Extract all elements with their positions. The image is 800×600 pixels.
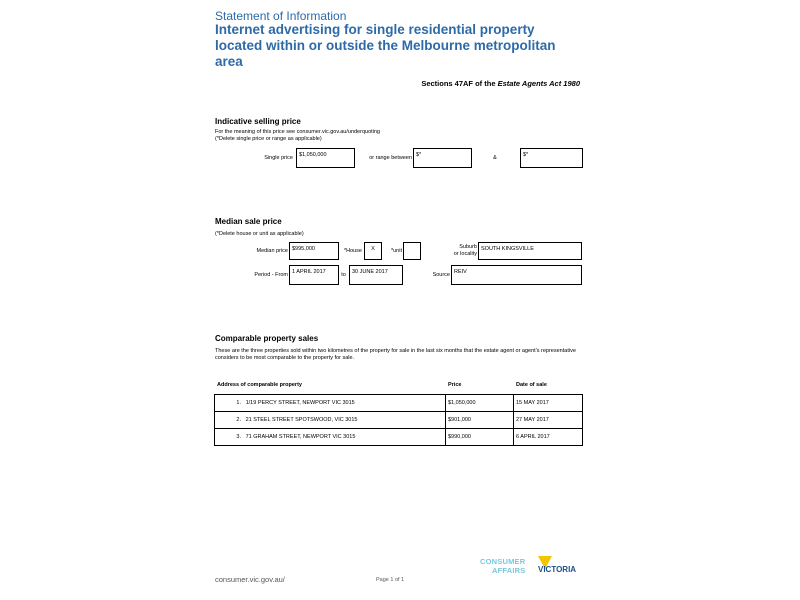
price-cell: $1,050,000 (446, 395, 514, 412)
comparable-table (214, 394, 583, 446)
act-name: Estate Agents Act 1980 (497, 79, 580, 88)
date-cell: 27 MAY 2017 (514, 412, 583, 429)
source-field[interactable]: REIV (451, 265, 582, 285)
median-note: (*Delete house or unit as applicable) (215, 231, 304, 237)
single-price-field[interactable]: $1,050,000 (296, 148, 355, 168)
row-address: 21 STEEL STREET SPOTSWOOD, VIC 3015 (245, 417, 358, 423)
consumer-affairs-logo (480, 556, 590, 580)
row-address: 1/19 PERCY STREET, NEWPORT VIC 3015 (245, 400, 355, 406)
logo-line-3: VICTORIA (538, 565, 577, 574)
logo-line-1: CONSUMER (480, 557, 526, 566)
address-cell (215, 412, 446, 429)
table-row (215, 429, 583, 446)
range-label: or range between (369, 155, 412, 161)
suburb-field[interactable]: SOUTH KINGSVILLE (478, 242, 582, 260)
comparable-note: These are the three properties sold within two kilometres of the property for sale in the last six months that the estate agent or agent's representative considers to be most comparable to the property for sale. (215, 348, 576, 361)
logo-line-2: AFFAIRS (492, 566, 526, 575)
median-heading: Median sale price (215, 217, 282, 226)
unit-label: *unit (390, 248, 402, 254)
address-cell (215, 429, 446, 446)
comparable-heading: Comparable property sales (215, 334, 319, 343)
price-cell: $990,000 (446, 429, 514, 446)
house-checkbox[interactable]: X (364, 242, 382, 260)
period-to-field[interactable]: 30 JUNE 2017 (349, 265, 403, 285)
indicative-note-2: (*Delete single price or range as applicable) (215, 136, 322, 142)
col-date-header: Date of sale (516, 382, 547, 388)
period-from-field[interactable]: 1 APRIL 2017 (289, 265, 339, 285)
row-number: 1. (236, 400, 241, 406)
source-label: Source (432, 272, 450, 278)
sections-reference (380, 79, 580, 88)
period-to-label: to (341, 272, 346, 278)
row-address: 71 GRAHAM STREET, NEWPORT VIC 3015 (245, 434, 356, 440)
indicative-heading: Indicative selling price (215, 117, 301, 126)
address-cell (215, 395, 446, 412)
document-title: Internet advertising for single residential property located within or outside the Melbourne metropolitan area (215, 22, 556, 69)
unit-checkbox[interactable] (403, 242, 421, 260)
date-cell: 6 APRIL 2017 (514, 429, 583, 446)
col-address-header: Address of comparable property (217, 382, 302, 388)
document-subtitle: Statement of Information (215, 9, 347, 23)
footer-url: consumer.vic.gov.au/ (215, 575, 285, 584)
suburb-label-1: Suburb (459, 244, 477, 250)
period-from-label: Period - From (254, 272, 288, 278)
date-cell: 15 MAY 2017 (514, 395, 583, 412)
table-row (215, 395, 583, 412)
indicative-note-1: For the meaning of this price see consumer.vic.gov.au/underquoting (215, 129, 380, 135)
row-number: 3. (236, 434, 241, 440)
median-price-field[interactable]: $995,000 (289, 242, 339, 260)
suburb-label-2: or locality (453, 251, 477, 257)
col-price-header: Price (448, 382, 462, 388)
table-row (215, 412, 583, 429)
price-cell: $901,000 (446, 412, 514, 429)
house-label: *House (343, 248, 362, 254)
single-price-label: Single price (264, 155, 293, 161)
range-to-field[interactable]: $* (520, 148, 583, 168)
row-number: 2. (236, 417, 241, 423)
median-price-label: Median price (256, 248, 288, 254)
range-ampersand: & (493, 155, 497, 161)
sections-prefix: Sections 47AF of the (421, 79, 498, 88)
range-from-field[interactable]: $* (413, 148, 472, 168)
page-number: Page 1 of 1 (376, 577, 405, 583)
